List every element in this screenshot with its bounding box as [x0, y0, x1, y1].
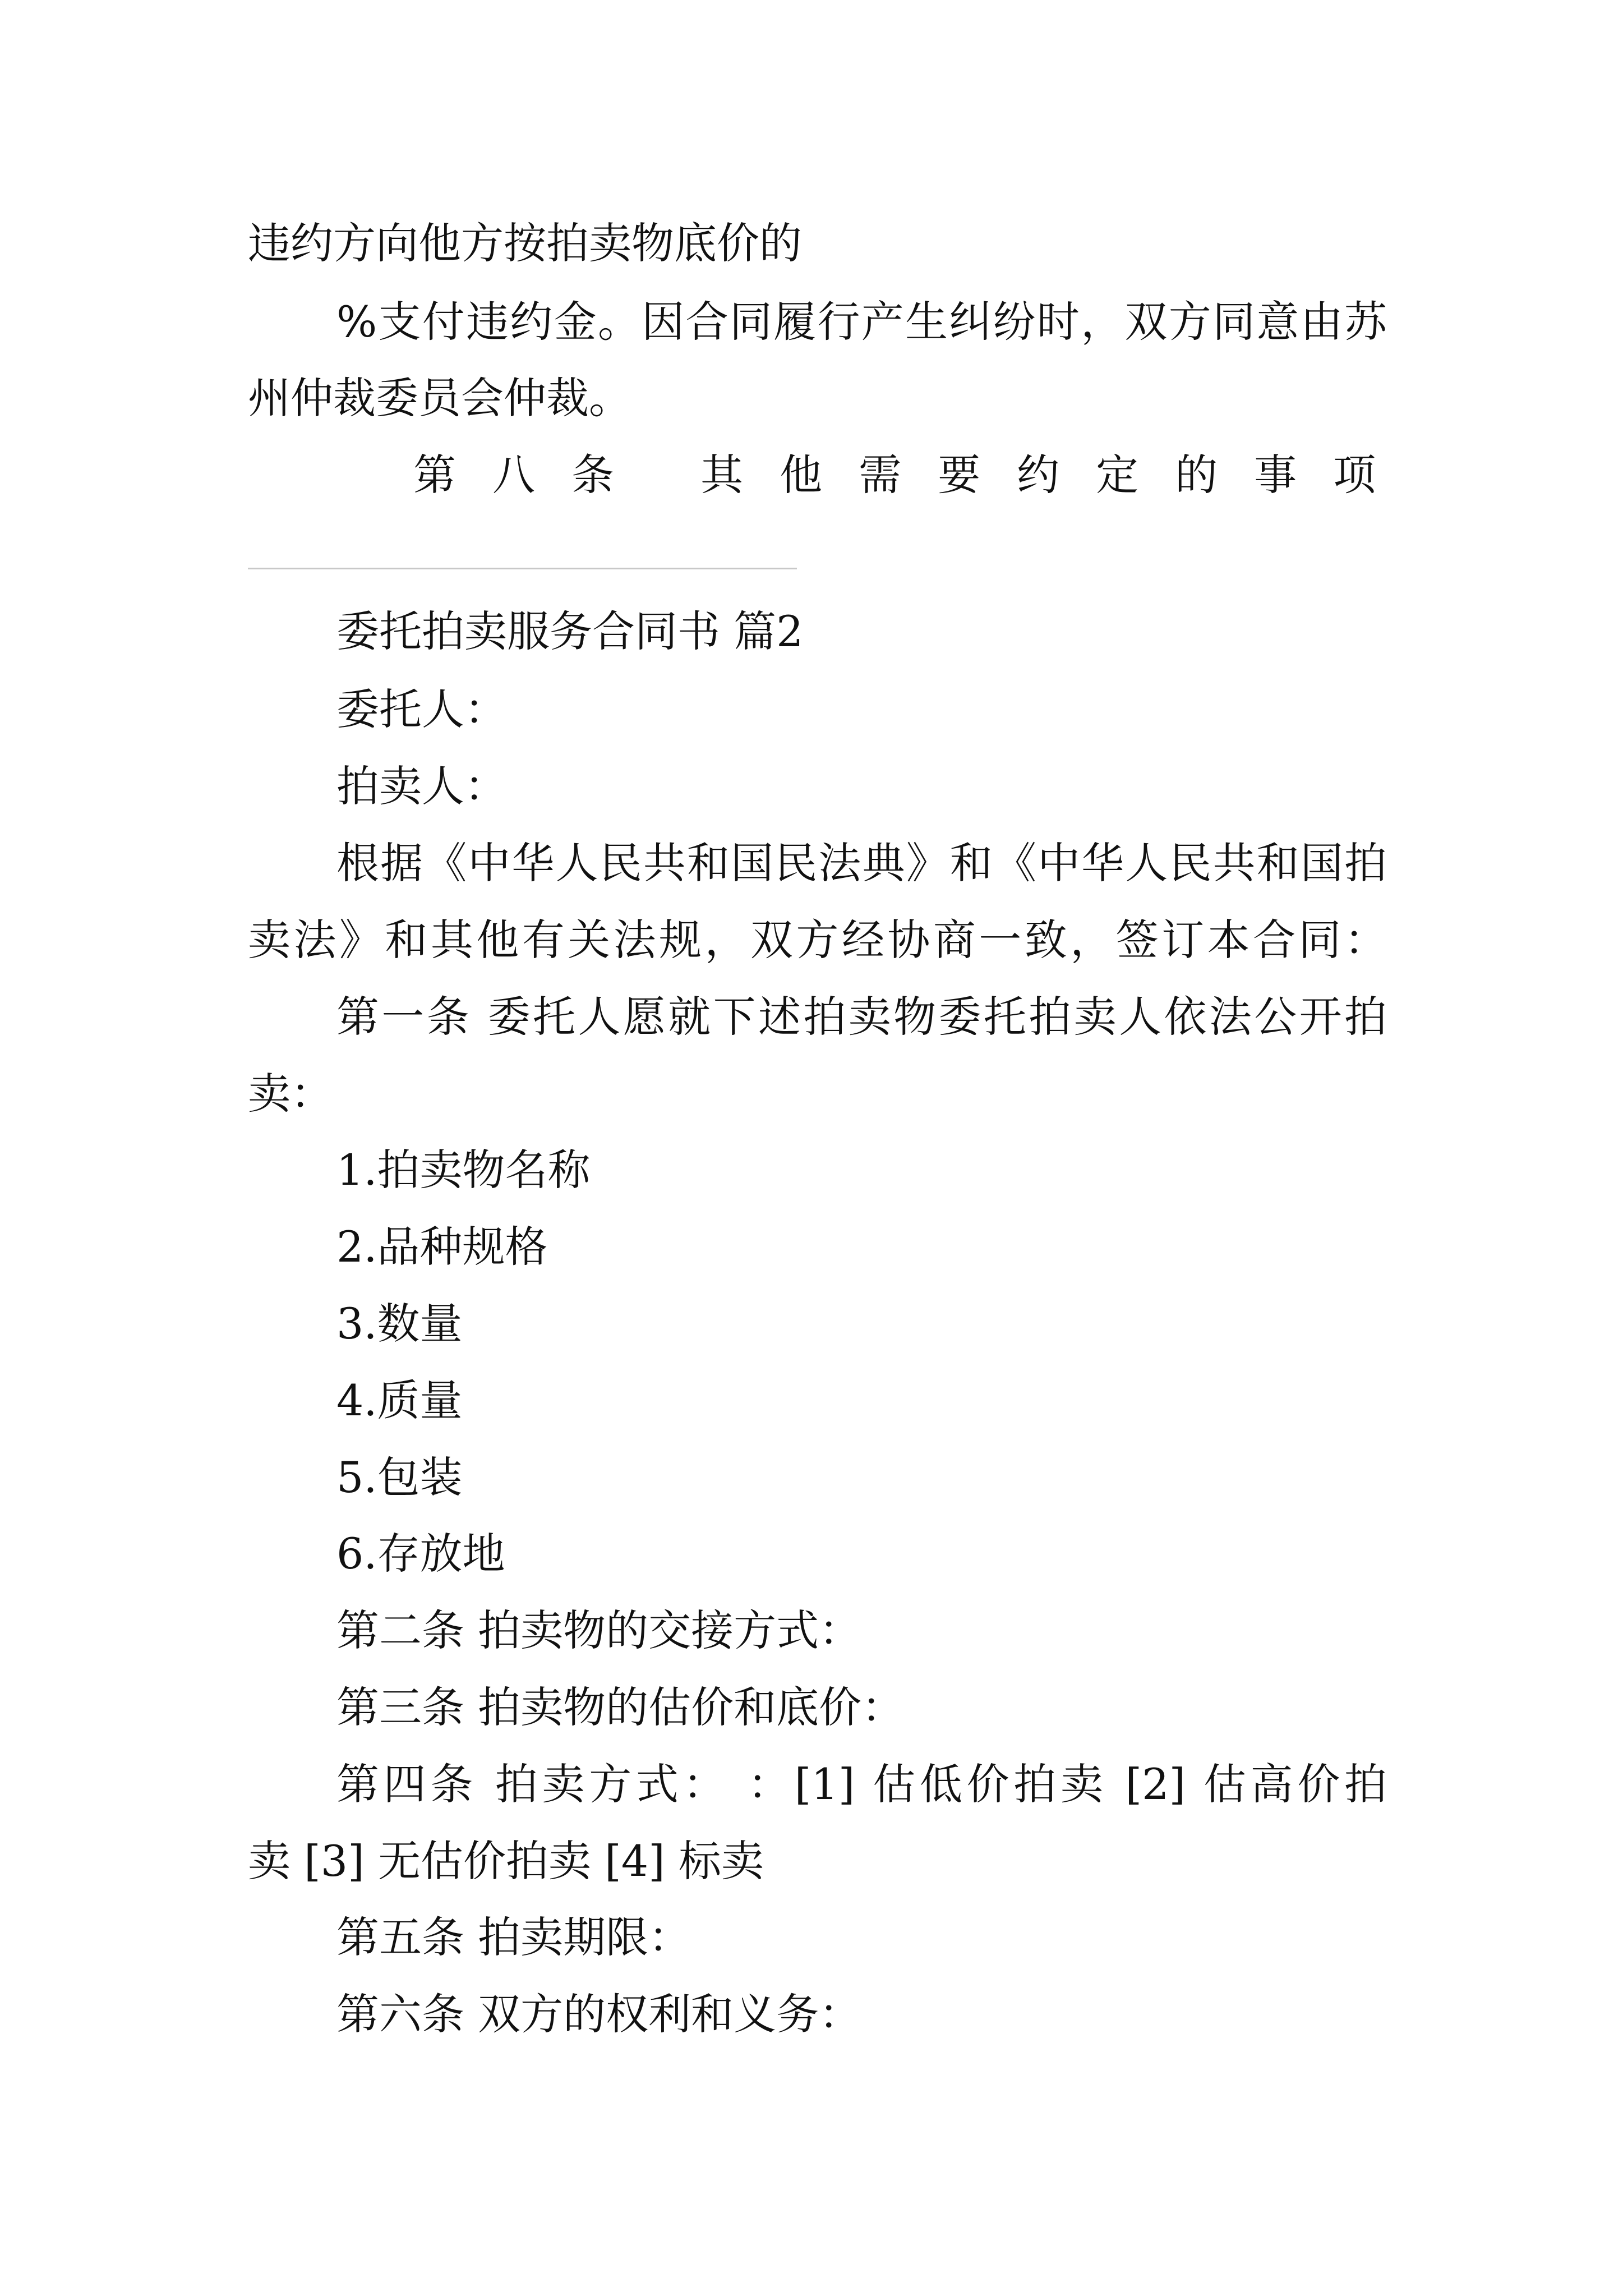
preamble-line-1: 根据《中华人民共和国民法典》和《中华人民共和国拍 [336, 838, 1387, 888]
list-item: 2.品种规格 [336, 1222, 548, 1272]
list-item: 3.数量 [336, 1299, 463, 1349]
auctioneer-label: 拍卖人： [336, 761, 507, 811]
breach-clause-line-3: 州仲裁委员会仲裁。 [248, 373, 631, 423]
article-8-heading: 第八条 其他需要约定的事项 [413, 450, 1413, 500]
article-2: 第二条 拍卖物的交接方式： [336, 1605, 862, 1655]
list-item: 5.包装 [336, 1452, 463, 1502]
breach-clause-line-1: 违约方向他方按拍卖物底价的 [248, 218, 802, 268]
article-4-line-1: 第四条 拍卖方式： ：[1] 估低价拍卖 [2] 估高价拍 [336, 1759, 1387, 1809]
article-3: 第三条 拍卖物的估价和底价： [336, 1682, 905, 1732]
preamble-line-2: 卖法》和其他有关法规，双方经协商一致，签订本合同： [248, 915, 1387, 965]
article-4-line-2: 卖 [3] 无估价拍卖 [4] 标卖 [248, 1836, 764, 1886]
article-1-line-2: 卖： [248, 1069, 333, 1119]
article-5: 第五条 拍卖期限： [336, 1912, 691, 1962]
breach-clause-line-2: %支付违约金。因合同履行产生纠纷时，双方同意由苏 [336, 297, 1387, 347]
article-6: 第六条 双方的权利和义务： [336, 1989, 862, 2039]
separator-line [248, 568, 797, 569]
consignor-label: 委托人： [336, 684, 507, 734]
list-item: 1.拍卖物名称 [336, 1145, 591, 1195]
article-1-line-1: 第一条 委托人愿就下述拍卖物委托拍卖人依法公开拍 [336, 992, 1387, 1042]
list-item: 6.存放地 [336, 1529, 505, 1579]
contract-title: 委托拍卖服务合同书 篇2 [336, 606, 804, 656]
list-item: 4.质量 [336, 1375, 463, 1425]
